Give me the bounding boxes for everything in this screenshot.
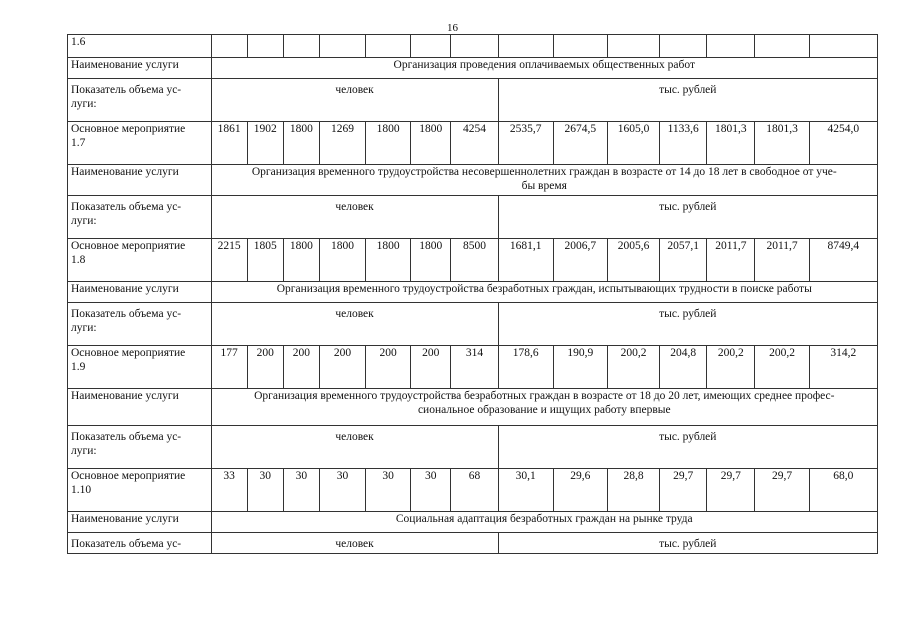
people-value: 1800: [366, 239, 411, 282]
indicator-row: [68, 426, 878, 469]
indicator-row: [68, 303, 878, 346]
people-value: 200: [283, 346, 319, 389]
service-row: [68, 58, 878, 79]
money-value: 1133,6: [660, 122, 707, 165]
money-value: 200,2: [755, 346, 809, 389]
service-name-label: Наименование услуги: [68, 58, 212, 79]
indicator-label: Показатель объема ус-: [68, 533, 212, 554]
money-value: 2057,1: [660, 239, 707, 282]
event-row: [68, 346, 878, 389]
row-label-1-6: 1.6: [68, 35, 212, 58]
people-value: 1269: [319, 122, 365, 165]
money-value: 29,7: [755, 469, 809, 512]
money-value: 178,6: [498, 346, 553, 389]
unit-money: тыс. рублей: [498, 79, 877, 122]
service-row: [68, 389, 878, 426]
people-value: 200: [319, 346, 365, 389]
unit-people: человек: [211, 303, 498, 346]
service-name-label: Наименование услуги: [68, 389, 212, 426]
money-value: 2011,7: [707, 239, 755, 282]
people-value: 33: [211, 469, 247, 512]
people-value: 1800: [411, 239, 451, 282]
money-value: 30,1: [498, 469, 553, 512]
service-name-label: Наименование услуги: [68, 512, 212, 533]
service-name-label: Наименование услуги: [68, 282, 212, 303]
people-value: 1902: [247, 122, 283, 165]
service-name-label: Наименование услуги: [68, 165, 212, 196]
money-value: 200,2: [707, 346, 755, 389]
event-row: [68, 122, 878, 165]
service-name-value: Организация временного трудоустройства безработных граждан в возрасте от 18 до 20 лет, имеющих среднее профес- сиональное образование и ищущих работу впервые: [211, 389, 877, 426]
money-value: 1801,3: [755, 122, 809, 165]
indicator-label: Показатель объема ус- луги:: [68, 79, 212, 122]
money-value: 1605,0: [607, 122, 659, 165]
unit-money: тыс. рублей: [498, 196, 877, 239]
money-value: 29,7: [707, 469, 755, 512]
money-value: 314,2: [809, 346, 877, 389]
service-name-value: Организация временного трудоустройства безработных граждан, испытывающих трудности в поиске работы: [211, 282, 877, 303]
money-value: 28,8: [607, 469, 659, 512]
indicator-label: Показатель объема ус- луги:: [68, 426, 212, 469]
money-value: 29,7: [660, 469, 707, 512]
people-value: 30: [319, 469, 365, 512]
event-row: [68, 469, 878, 512]
indicator-row: [68, 196, 878, 239]
page-number: 16: [447, 22, 458, 34]
money-value: 2011,7: [755, 239, 809, 282]
money-value: 29,6: [553, 469, 607, 512]
people-value: 30: [366, 469, 411, 512]
indicator-row: [68, 79, 878, 122]
people-value: 1800: [319, 239, 365, 282]
event-label: Основное мероприятие 1.8: [68, 239, 212, 282]
money-value: 2535,7: [498, 122, 553, 165]
money-value: 2005,6: [607, 239, 659, 282]
unit-money: тыс. рублей: [498, 426, 877, 469]
service-row: [68, 282, 878, 303]
people-value: 1800: [283, 239, 319, 282]
unit-people: человек: [211, 533, 498, 554]
indicator-label: Показатель объема ус- луги:: [68, 196, 212, 239]
indicator-label: Показатель объема ус- луги:: [68, 303, 212, 346]
service-name-value: Социальная адаптация безработных граждан на рынке труда: [211, 512, 877, 533]
people-value: 177: [211, 346, 247, 389]
unit-money: тыс. рублей: [498, 533, 877, 554]
people-value: 1800: [283, 122, 319, 165]
people-value: 200: [366, 346, 411, 389]
money-value: 68,0: [809, 469, 877, 512]
money-value: 8749,4: [809, 239, 877, 282]
unit-people: человек: [211, 196, 498, 239]
service-row: [68, 165, 878, 196]
money-value: 2674,5: [553, 122, 607, 165]
people-value: 1800: [411, 122, 451, 165]
people-value: 30: [283, 469, 319, 512]
unit-money: тыс. рублей: [498, 303, 877, 346]
people-value: 4254: [451, 122, 498, 165]
people-value: 8500: [451, 239, 498, 282]
money-value: 200,2: [607, 346, 659, 389]
unit-people: человек: [211, 426, 498, 469]
event-label: Основное мероприятие 1.7: [68, 122, 212, 165]
service-name-value: Организация проведения оплачиваемых общественных работ: [211, 58, 877, 79]
event-label: Основное мероприятие 1.9: [68, 346, 212, 389]
services-table: [67, 34, 878, 554]
people-value: 200: [411, 346, 451, 389]
service-name-value: Организация временного трудоустройства несовершеннолетних граждан в возрасте от 14 до 18 лет в свободное от уче- бы время: [211, 165, 877, 196]
people-value: 200: [247, 346, 283, 389]
event-label: Основное мероприятие 1.10: [68, 469, 212, 512]
table-row: [68, 35, 878, 58]
people-value: 2215: [211, 239, 247, 282]
people-value: 68: [451, 469, 498, 512]
people-value: 314: [451, 346, 498, 389]
money-value: 204,8: [660, 346, 707, 389]
people-value: 1800: [366, 122, 411, 165]
money-value: 1681,1: [498, 239, 553, 282]
event-row: [68, 239, 878, 282]
service-row: [68, 512, 878, 533]
people-value: 1861: [211, 122, 247, 165]
money-value: 4254,0: [809, 122, 877, 165]
people-value: 30: [411, 469, 451, 512]
money-value: 2006,7: [553, 239, 607, 282]
unit-people: человек: [211, 79, 498, 122]
indicator-row: [68, 533, 878, 554]
people-value: 30: [247, 469, 283, 512]
people-value: 1805: [247, 239, 283, 282]
money-value: 1801,3: [707, 122, 755, 165]
money-value: 190,9: [553, 346, 607, 389]
